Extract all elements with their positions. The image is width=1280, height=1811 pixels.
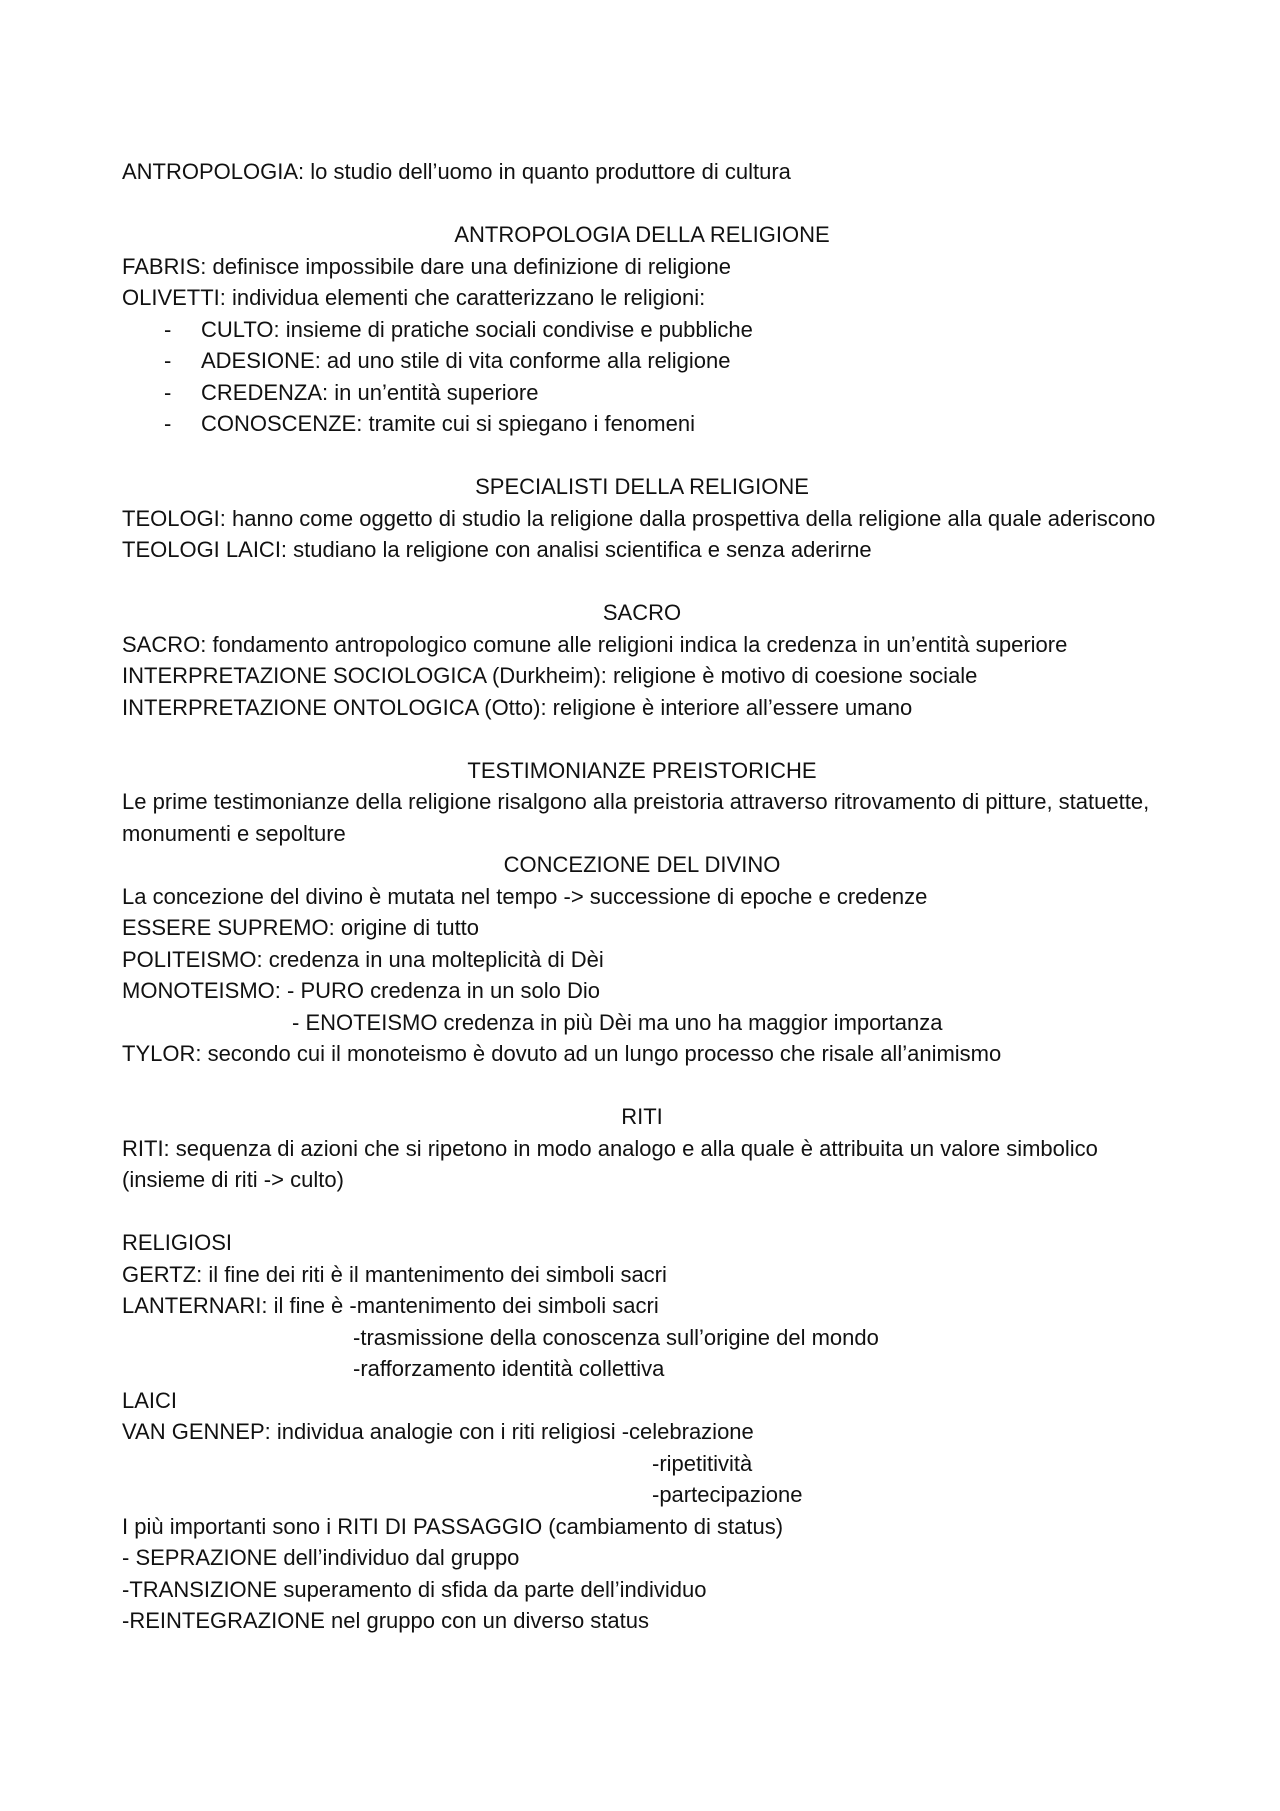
bullet-text: CONOSCENZE: tramite cui si spiegano i fenomeni (201, 411, 695, 436)
bullet-item-adesione (122, 345, 1162, 377)
van-gennep-item-ripetitivita: -ripetitività (652, 1450, 753, 1476)
riti-passaggio-line: I più importanti sono i RITI DI PASSAGGIO (cambiamento di status) (122, 1513, 784, 1539)
heading-testimonianze: TESTIMONIANZE PREISTORICHE (467, 757, 817, 783)
reintegrazione-line: -REINTEGRAZIONE nel gruppo con un diverso status (122, 1608, 649, 1633)
bullet-dash: - (164, 379, 172, 405)
politeismo-line: POLITEISMO: credenza in una molteplicità di Dèi (122, 946, 604, 972)
transizione-line: -TRANSIZIONE superamento di sfida da parte dell’individuo (122, 1576, 707, 1602)
heading-antropologia-religione: ANTROPOLOGIA DELLA RELIGIONE (454, 222, 830, 247)
fabris-line: FABRIS: definisce impossibile dare una definizione di religione (122, 253, 732, 279)
concezione-intro-line: La concezione del divino è mutata nel tempo -> successione di epoche e credenze (122, 883, 928, 909)
spacer (122, 440, 1162, 472)
heading-specialisti: SPECIALISTI DELLA RELIGIONE (475, 474, 809, 499)
bullet-dash: - (164, 411, 172, 436)
separazione-line: - SEPRAZIONE dell’individuo dal gruppo (122, 1545, 520, 1570)
heading-riti: RITI (621, 1104, 663, 1129)
religiosi-label: RELIGIOSI (122, 1230, 233, 1255)
olivetti-line: OLIVETTI: individua elementi che caratterizzano le religioni: (122, 285, 706, 310)
interpretazione-ontologica-line: INTERPRETAZIONE ONTOLOGICA (Otto): religione è interiore all’essere umano (122, 694, 913, 720)
spacer (122, 188, 1162, 220)
bullet-dash: - (164, 348, 172, 373)
essere-supremo-line: ESSERE SUPREMO: origine di tutto (122, 915, 480, 940)
gertz-line: GERTZ: il fine dei riti è il mantenimento dei simboli sacri (122, 1261, 667, 1287)
document-content (122, 156, 1162, 1637)
lanternari-line: LANTERNARI: il fine è -mantenimento dei simboli sacri (122, 1293, 659, 1318)
laici-label: LAICI (122, 1387, 178, 1413)
lanternari-item-rafforzamento: -rafforzamento identità collettiva (353, 1356, 665, 1381)
heading-concezione-divino: CONCEZIONE DEL DIVINO (503, 852, 781, 877)
bullet-text: CREDENZA: in un’entità superiore (201, 379, 539, 405)
bullet-item-culto (122, 314, 1162, 346)
van-gennep-line: VAN GENNEP: individua analogie con i riti religiosi -celebrazione (122, 1419, 754, 1444)
monoteismo-line: MONOTEISMO: - PURO credenza in un solo Dio (122, 978, 601, 1003)
riti-paragraph: RITI: sequenza di azioni che si ripetono in modo analogo e alla quale è attribuita un valore simbolico (insieme di riti -> culto) (122, 1135, 1098, 1192)
sacro-line: SACRO: fondamento antropologico comune alle religioni indica la credenza in un’entità superiore (122, 631, 1068, 657)
lanternari-item-trasmissione: -trasmissione della conoscenza sull’origine del mondo (353, 1324, 879, 1350)
bullet-text: CULTO: insieme di pratiche sociali condivise e pubbliche (201, 316, 753, 342)
spacer (122, 1196, 1162, 1228)
spacer (122, 1070, 1162, 1102)
van-gennep-item-partecipazione: -partecipazione (652, 1482, 803, 1507)
spacer (122, 566, 1162, 598)
tylor-line: TYLOR: secondo cui il monoteismo è dovuto ad un lungo processo che risale all’animismo (122, 1041, 1002, 1066)
enoteismo-line: - ENOTEISMO credenza in più Dèi ma uno ha maggior importanza (292, 1009, 943, 1035)
interpretazione-sociologica-line: INTERPRETAZIONE SOCIOLOGICA (Durkheim): religione è motivo di coesione sociale (122, 663, 978, 688)
heading-sacro: SACRO (602, 600, 682, 625)
spacer (122, 723, 1162, 755)
bullet-text: ADESIONE: ad uno stile di vita conforme alla religione (201, 348, 731, 373)
teologi-paragraph: TEOLOGI: hanno come oggetto di studio la religione dalla prospettiva della religione alla quale aderiscono (122, 505, 1156, 531)
bullet-item-conoscenze (122, 408, 1162, 440)
teologi-laici-line: TEOLOGI LAICI: studiano la religione con analisi scientifica e senza aderirne (122, 537, 872, 562)
bullet-dash: - (164, 316, 172, 342)
testimonianze-paragraph: Le prime testimonianze della religione risalgono alla preistoria attraverso ritrovamento di pitture, statuette, monumenti e sepolture (122, 789, 1150, 846)
bullet-item-credenza (122, 377, 1162, 409)
intro-definition: ANTROPOLOGIA: lo studio dell’uomo in quanto produttore di cultura (122, 159, 791, 184)
